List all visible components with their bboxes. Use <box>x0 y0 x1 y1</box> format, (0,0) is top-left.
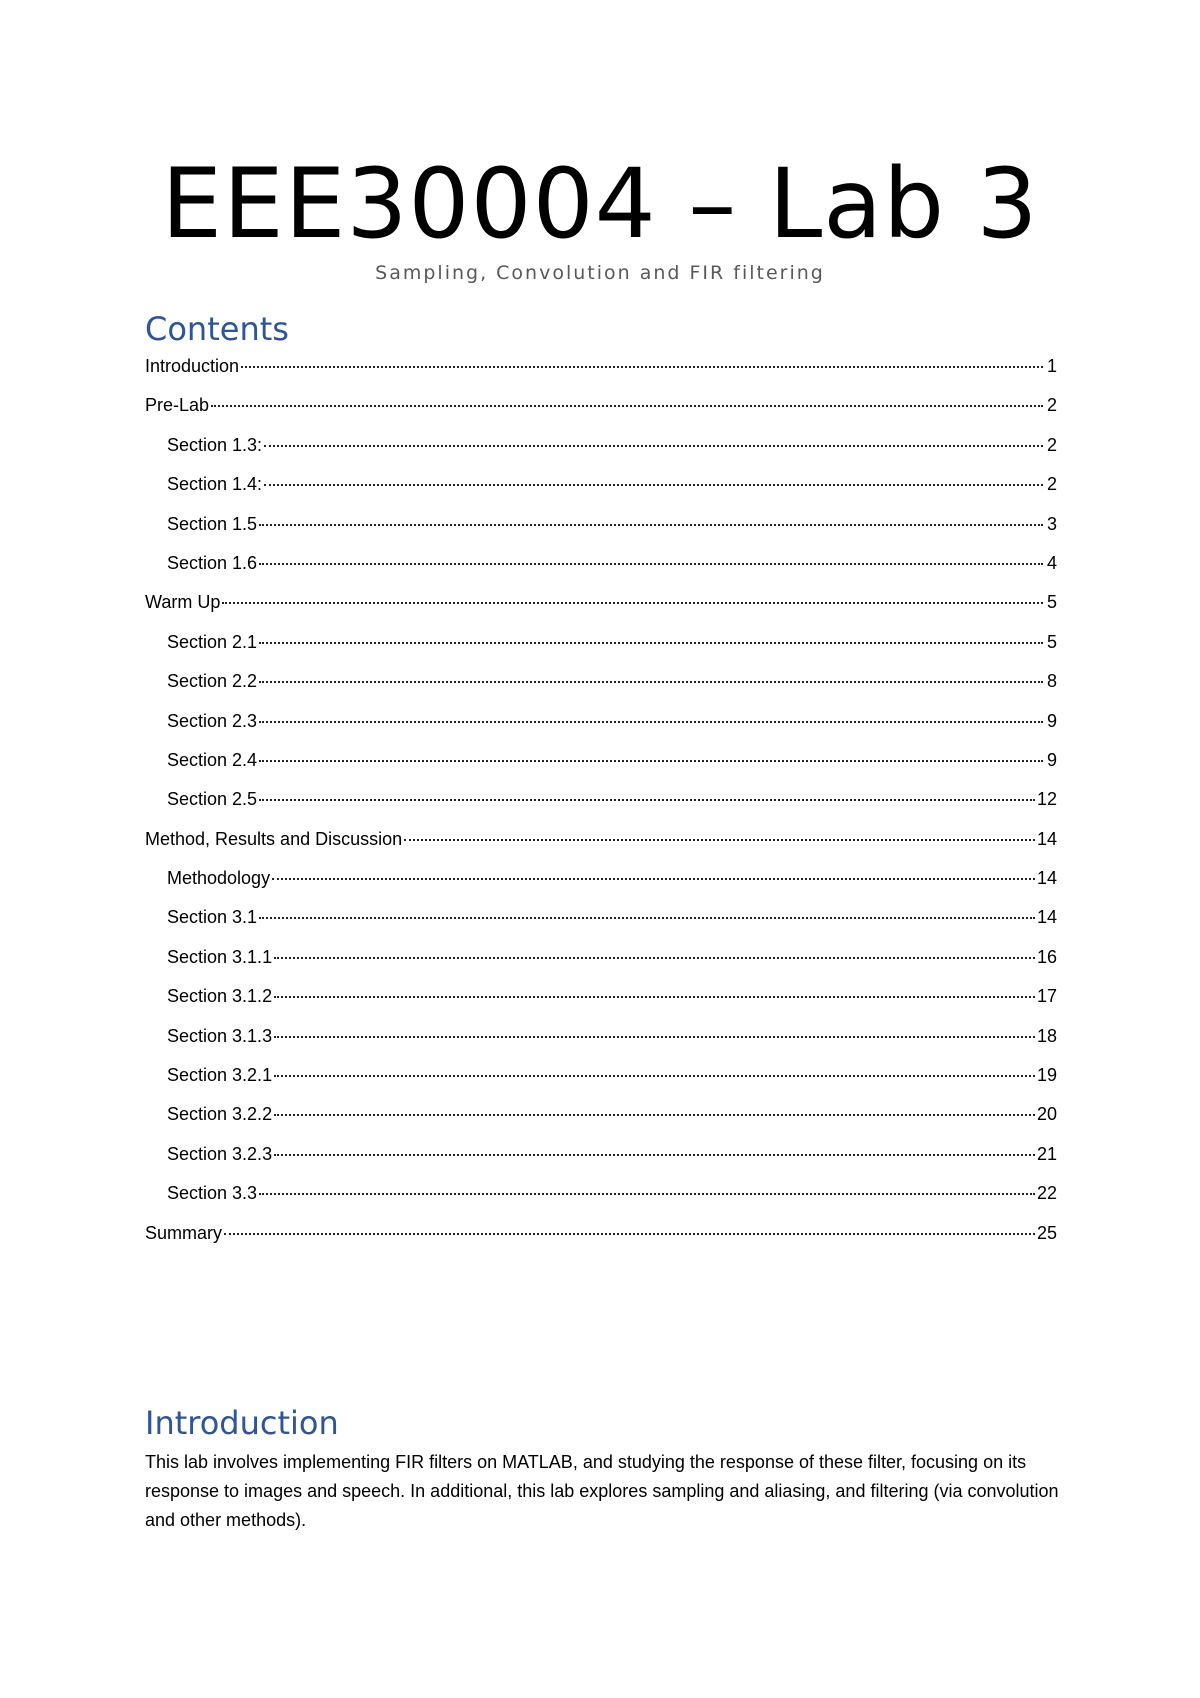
toc-entry[interactable] <box>145 671 1057 710</box>
toc-entry-label: Section 3.1.3 <box>167 1025 273 1046</box>
toc-entry-page-number: 16 <box>1036 946 1057 967</box>
toc-entry-page-number: 5 <box>1046 592 1057 613</box>
toc-entry-page-number: 20 <box>1036 1104 1057 1125</box>
toc-entry-page-number: 17 <box>1036 986 1057 1007</box>
toc-entry-label: Section 3.1 <box>167 907 258 928</box>
toc-entry-page-number: 1 <box>1046 356 1057 376</box>
toc-entry-page-number: 9 <box>1046 710 1057 731</box>
toc-entry-label: Section 3.1.2 <box>167 986 273 1007</box>
toc-entry-page-number: 14 <box>1036 828 1057 849</box>
toc-entry-label: Section 3.2.2 <box>167 1104 273 1125</box>
toc-entry[interactable] <box>145 592 1057 631</box>
toc-entry[interactable] <box>145 1026 1057 1065</box>
toc-dot-leader <box>259 681 1043 683</box>
toc-dot-leader <box>259 563 1043 565</box>
toc-entry-label: Section 1.3: <box>167 434 263 455</box>
toc-entry-page-number: 2 <box>1046 395 1057 416</box>
table-of-contents <box>145 356 1057 1262</box>
toc-dot-leader <box>241 366 1043 368</box>
toc-dot-leader <box>274 1154 1035 1156</box>
toc-entry-label: Section 3.1.1 <box>167 946 273 967</box>
toc-dot-leader <box>264 445 1043 447</box>
toc-entry-page-number: 5 <box>1046 631 1057 652</box>
toc-dot-leader <box>259 917 1035 919</box>
toc-entry-label: Section 3.3 <box>167 1183 258 1204</box>
toc-dot-leader <box>259 1193 1035 1195</box>
toc-entry[interactable] <box>145 1144 1057 1183</box>
toc-entry-label: Summary <box>145 1222 223 1243</box>
introduction-paragraph: This lab involves implementing FIR filters on MATLAB, and studying the response of these filter, focusing on its response to images and speech. In additional, this lab explores sampling and aliasing, and filtering (via convolution and other methods). <box>145 1452 1059 1530</box>
toc-entry[interactable] <box>145 789 1057 828</box>
toc-entry-page-number: 25 <box>1036 1222 1057 1243</box>
toc-dot-leader <box>404 839 1035 841</box>
toc-entry-label: Section 2.3 <box>167 710 258 731</box>
document-subtitle: Sampling, Convolution and FIR filtering <box>375 262 825 284</box>
toc-entry[interactable] <box>145 1223 1057 1262</box>
toc-dot-leader <box>264 484 1043 486</box>
toc-entry-label: Section 2.4 <box>167 749 258 770</box>
toc-dot-leader <box>222 602 1043 604</box>
toc-entry[interactable] <box>145 395 1057 434</box>
toc-entry-page-number: 8 <box>1046 671 1057 692</box>
toc-dot-leader <box>259 760 1043 762</box>
toc-entry-label: Section 1.4: <box>167 474 263 495</box>
toc-entry-label: Section 2.5 <box>167 789 258 810</box>
toc-entry-page-number: 12 <box>1036 789 1057 810</box>
toc-entry[interactable] <box>145 632 1057 671</box>
toc-entry[interactable] <box>145 829 1057 868</box>
toc-dot-leader <box>272 878 1035 880</box>
toc-entry-label: Section 1.6 <box>167 552 258 573</box>
toc-dot-leader <box>259 524 1043 526</box>
toc-dot-leader <box>274 1075 1035 1077</box>
toc-entry-label: Introduction <box>145 356 240 376</box>
toc-entry-label: Section 3.2.1 <box>167 1065 273 1086</box>
toc-heading: Contents <box>145 310 289 348</box>
toc-entry[interactable] <box>145 435 1057 474</box>
toc-entry[interactable] <box>145 1183 1057 1222</box>
toc-entry[interactable] <box>145 474 1057 513</box>
toc-dot-leader <box>211 405 1043 407</box>
toc-entry-page-number: 2 <box>1046 434 1057 455</box>
toc-dot-leader <box>274 957 1035 959</box>
toc-entry-page-number: 9 <box>1046 749 1057 770</box>
toc-entry[interactable] <box>145 1104 1057 1143</box>
toc-entry-label: Section 1.5 <box>167 513 258 534</box>
toc-entry-page-number: 22 <box>1036 1183 1057 1204</box>
toc-dot-leader <box>224 1233 1035 1235</box>
toc-entry-label: Section 2.2 <box>167 671 258 692</box>
toc-entry-label: Section 3.2.3 <box>167 1143 273 1164</box>
toc-entry[interactable] <box>145 750 1057 789</box>
toc-entry-label: Methodology <box>167 868 271 889</box>
toc-entry[interactable] <box>145 947 1057 986</box>
toc-dot-leader <box>274 1036 1035 1038</box>
toc-entry-page-number: 14 <box>1036 907 1057 928</box>
toc-entry[interactable] <box>145 868 1057 907</box>
toc-entry-label: Method, Results and Discussion <box>145 828 403 849</box>
toc-dot-leader <box>259 642 1043 644</box>
toc-entry-page-number: 18 <box>1036 1025 1057 1046</box>
toc-dot-leader <box>259 721 1043 723</box>
toc-entry-page-number: 3 <box>1046 513 1057 534</box>
toc-entry[interactable] <box>145 356 1057 395</box>
toc-entry-label: Warm Up <box>145 592 221 613</box>
toc-dot-leader <box>259 799 1035 801</box>
toc-entry[interactable] <box>145 553 1057 592</box>
toc-entry[interactable] <box>145 986 1057 1025</box>
toc-entry[interactable] <box>145 1065 1057 1104</box>
toc-entry-page-number: 14 <box>1036 868 1057 889</box>
toc-entry-page-number: 21 <box>1036 1143 1057 1164</box>
toc-entry-page-number: 2 <box>1046 474 1057 495</box>
toc-entry-page-number: 4 <box>1046 552 1057 573</box>
toc-entry[interactable] <box>145 907 1057 946</box>
toc-entry[interactable] <box>145 711 1057 750</box>
toc-dot-leader <box>274 1114 1035 1116</box>
toc-entry-label: Pre-Lab <box>145 395 210 416</box>
toc-dot-leader <box>274 996 1035 998</box>
introduction-heading: Introduction <box>145 1404 339 1442</box>
toc-entry-label: Section 2.1 <box>167 631 258 652</box>
document-title: EEE30004 – Lab 3 <box>161 148 1039 260</box>
toc-entry[interactable] <box>145 514 1057 553</box>
toc-entry-page-number: 19 <box>1036 1065 1057 1086</box>
